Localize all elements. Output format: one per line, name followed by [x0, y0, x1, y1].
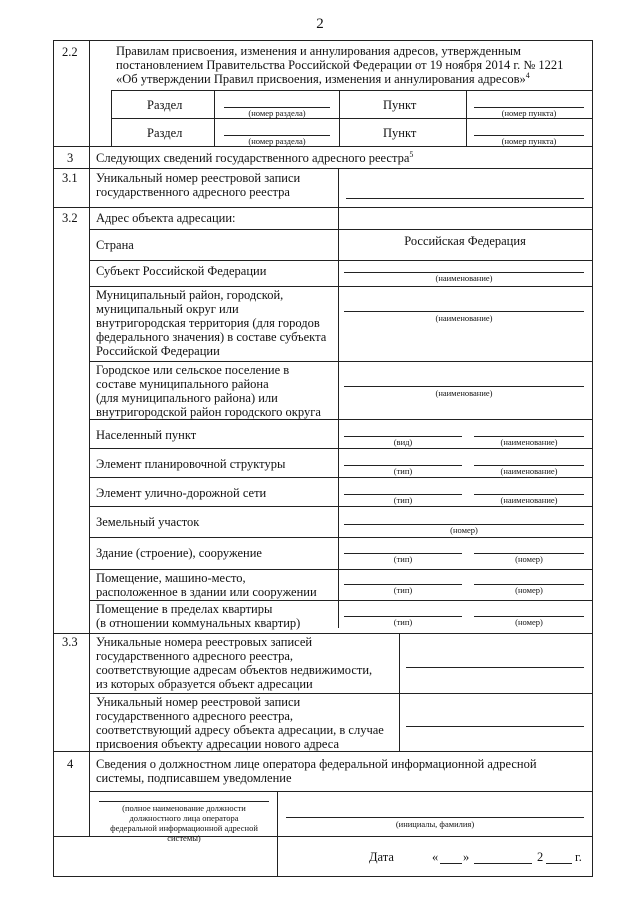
municipal-field[interactable] — [344, 311, 584, 312]
page-number: 2 — [316, 16, 324, 32]
subject-hint: (наименование) — [435, 273, 493, 283]
date-quote-close: » — [463, 850, 470, 864]
razdel-label-1: Раздел — [147, 98, 183, 112]
flat-line-1: Помещение в пределах квартиры — [96, 602, 273, 616]
locality-name-hint: (наименование) — [500, 437, 558, 447]
punkt-label-2: Пункт — [383, 126, 417, 140]
road-label: Элемент улично-дорожной сети — [96, 486, 267, 500]
position-hint-line-2: должностного лица оператора — [129, 813, 239, 823]
col-4-signature — [277, 791, 278, 876]
razdel-label-2: Раздел — [147, 126, 183, 140]
col-number-divider — [89, 41, 90, 836]
section-3-3-a-line-2: государственного адресного реестра, — [96, 649, 294, 663]
section-3-1-line-1: Уникальный номер реестровой записи — [96, 171, 301, 185]
municipal-line-5: Российской Федерации — [96, 344, 220, 358]
settlement-field[interactable] — [344, 386, 584, 387]
date-label: Дата — [369, 850, 394, 864]
country-value: Российская Федерация — [404, 234, 526, 248]
municipal-hint: (наименование) — [435, 313, 493, 323]
section-2-2-line-1: Правилам присвоения, изменения и аннулирования адресов, утвержденным — [116, 44, 521, 58]
building-type-hint: (тип) — [393, 554, 413, 564]
municipal-line-3: внутригородская территория (для городов — [96, 316, 320, 330]
country-label: Страна — [96, 238, 134, 252]
premises-type-hint: (тип) — [393, 585, 413, 595]
footnote-4: 4 — [525, 70, 530, 80]
building-number-hint: (номер) — [515, 554, 543, 564]
land-number-hint: (номер) — [450, 525, 478, 535]
date-day-field[interactable] — [440, 863, 462, 864]
flat-number-hint: (номер) — [515, 617, 543, 627]
razdel-hint-2: (номер раздела) — [248, 136, 306, 146]
planning-type-hint: (тип) — [393, 466, 413, 476]
source-records-field[interactable] — [406, 667, 584, 668]
municipal-line-4: федерального значения) в составе субъекта — [96, 330, 327, 344]
punkt-hint-1: (номер пункта) — [501, 108, 557, 118]
settlement-line-4: внутригородской район городского округа — [96, 405, 321, 419]
settlement-line-3: (для муниципального района) или — [96, 391, 278, 405]
section-3-3-number: 3.3 — [62, 635, 78, 649]
settlement-hint: (наименование) — [435, 388, 493, 398]
position-hint-line-3: федеральной информационной адресной — [110, 823, 258, 833]
position-hint-line-4: системы) — [167, 833, 201, 843]
section-3-3-b-line-3: соответствующий адресу объекта адресации, в случае — [96, 723, 384, 737]
section-3-3-b-line-4: присвоения объекту адресации нового адреса — [96, 737, 340, 751]
planning-name-hint: (наименование) — [500, 466, 558, 476]
flat-type-hint: (тип) — [393, 617, 413, 627]
position-hint-line-1: (полное наименование должности — [122, 803, 246, 813]
official-position-field[interactable] — [99, 801, 269, 802]
section-3-1-number: 3.1 — [62, 171, 78, 185]
section-3-3-a-line-1: Уникальные номера реестровых записей — [96, 635, 313, 649]
section-2-2-line-3: «Об утверждении Правил присвоения, изменения и аннулирования адресов»$^4$ — [116, 70, 530, 86]
date-year-suffix: г. — [575, 850, 582, 864]
col-3-3-value — [399, 633, 400, 751]
date-quote-open: « — [432, 850, 439, 864]
road-name-hint: (наименование) — [500, 495, 558, 505]
section-4-line-1: Сведения о должностном лице оператора федеральной информационной адресной — [96, 757, 537, 771]
section-3-title: Следующих сведений государственного адресного реестра$^5$ — [96, 149, 414, 165]
section-3-3-b-line-2: государственного адресного реестра, — [96, 709, 294, 723]
subject-label: Субъект Российской Федерации — [96, 264, 267, 278]
road-type-hint: (тип) — [393, 495, 413, 505]
section-2-2-number: 2.2 — [62, 45, 78, 59]
registry-record-number-field[interactable] — [346, 198, 584, 199]
premises-line-2: расположенное в здании или сооружении — [96, 585, 317, 599]
locality-kind-hint: (вид) — [393, 437, 413, 447]
premises-number-hint: (номер) — [515, 585, 543, 595]
new-record-field[interactable] — [406, 726, 584, 727]
punkt-hint-2: (номер пункта) — [501, 136, 557, 146]
municipal-line-1: Муниципальный район, городской, — [96, 288, 284, 302]
section-3-1-line-2: государственного адресного реестра — [96, 185, 290, 199]
planning-label: Элемент планировочной структуры — [96, 457, 286, 471]
official-initials-field[interactable] — [286, 817, 584, 818]
date-month-field[interactable] — [474, 863, 532, 864]
settlement-line-1: Городское или сельское поселение в — [96, 363, 290, 377]
footnote-5: 5 — [409, 149, 414, 159]
initials-hint: (инициалы, фамилия) — [395, 819, 475, 829]
razdel-hint-1: (номер раздела) — [248, 108, 306, 118]
address-title: Адрес объекта адресации: — [96, 211, 236, 225]
section-3-3-a-line-4: из которых образуется объект адресации — [96, 677, 313, 691]
section-3-2-number: 3.2 — [62, 211, 78, 225]
section-4-number: 4 — [67, 757, 74, 771]
date-year-prefix: 2 — [537, 850, 544, 864]
municipal-line-2: муниципальный округ или — [96, 302, 239, 316]
date-year-field[interactable] — [546, 863, 572, 864]
flat-line-2: (в отношении коммунальных квартир) — [96, 616, 301, 630]
section-4-line-2: системы, подписавшем уведомление — [96, 771, 292, 785]
locality-label: Населенный пункт — [96, 428, 197, 442]
land-label: Земельный участок — [96, 515, 200, 529]
section-3-3-a-line-3: соответствующие адресам объектов недвижимости, — [96, 663, 373, 677]
premises-line-1: Помещение, машино-место, — [96, 571, 246, 585]
building-label: Здание (строение), сооружение — [96, 546, 262, 560]
punkt-label-1: Пункт — [383, 98, 417, 112]
section-3-number: 3 — [67, 151, 74, 165]
settlement-line-2: составе муниципального района — [96, 377, 269, 391]
notification-form-table — [53, 40, 593, 877]
section-3-3-b-line-1: Уникальный номер реестровой записи — [96, 695, 301, 709]
section-2-2-line-2: постановлением Правительства Российской Федерации от 19 ноября 2014 г. № 1221 — [116, 58, 564, 72]
